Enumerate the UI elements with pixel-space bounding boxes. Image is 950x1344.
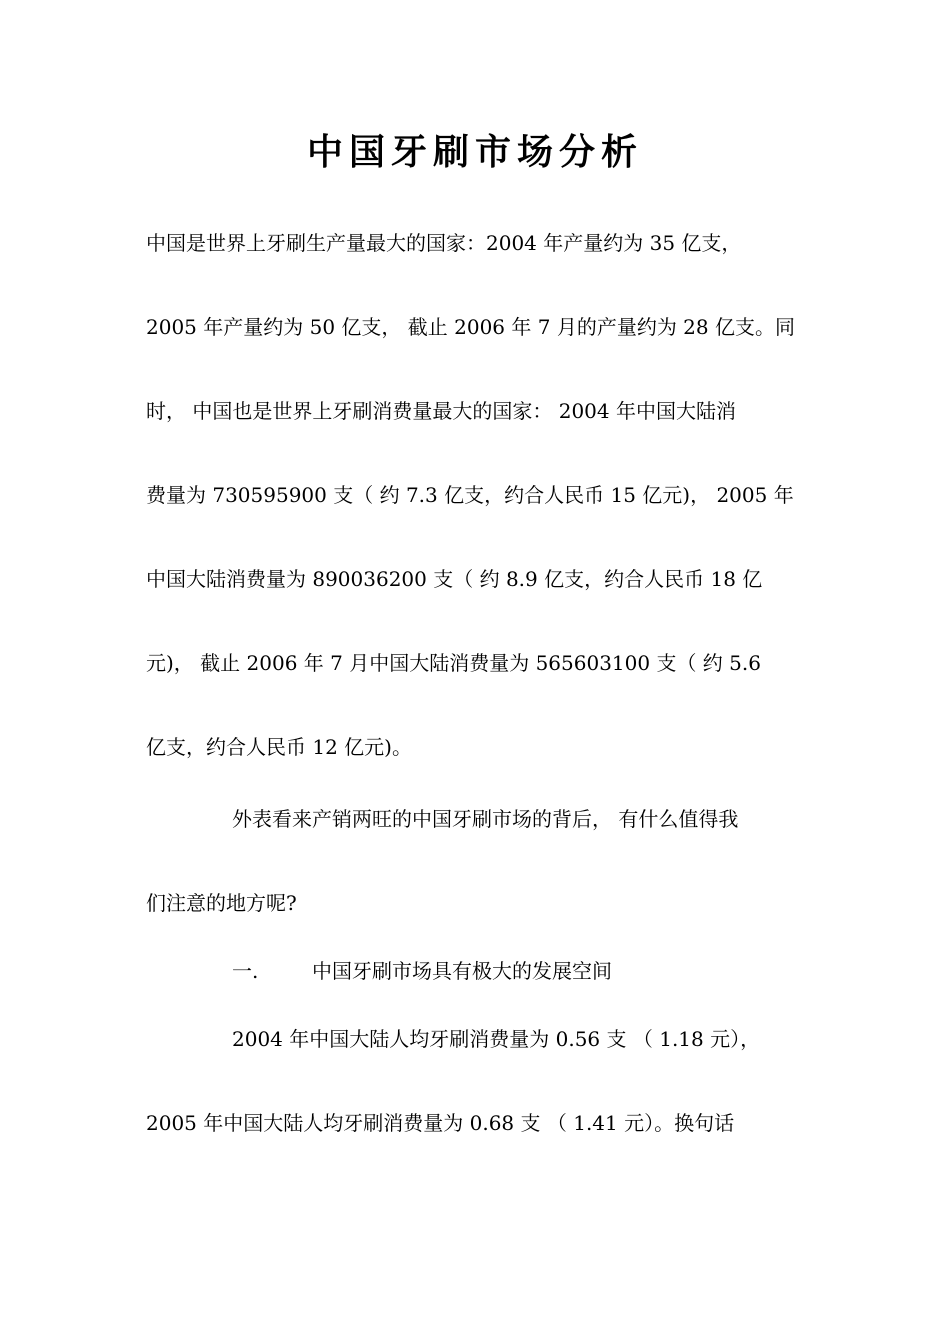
section-heading bbox=[232, 956, 826, 986]
paragraph-line: 2005 年中国大陆人均牙刷消费量为 0.68 支 （ 1.41 元）。换句话 bbox=[146, 1111, 735, 1135]
paragraph-line: 元)， 截止 2006 年 7 月中国大陆消费量为 565603100 支（ 约 5.6 bbox=[146, 651, 761, 675]
paragraph-line: 2005 年产量约为 50 亿支， 截止 2006 年 7 月的产量约为 28 亿支。同 bbox=[146, 315, 795, 339]
paragraph-line: 中国大陆消费量为 890036200 支（ 约 8.9 亿支，约合人民币 18 亿 bbox=[146, 567, 763, 591]
section-number: 一. bbox=[232, 959, 259, 983]
paragraph-line: 中国是世界上牙刷生产量最大的国家：2004 年产量约为 35 亿支， bbox=[146, 231, 742, 255]
paragraph-line: 们注意的地方呢? bbox=[146, 891, 297, 915]
paragraph-line: 费量为 730595900 支（ 约 7.3 亿支，约合人民币 15 亿元)， 2005 年 bbox=[146, 483, 794, 507]
section-heading-text: 中国牙刷市场具有极大的发展空间 bbox=[312, 959, 612, 983]
page-title: 中国牙刷市场分析 bbox=[306, 131, 643, 173]
paragraph-line: 亿支，约合人民币 12 亿元)。 bbox=[146, 735, 412, 759]
paragraph-line: 外表看来产销两旺的中国牙刷市场的背后， 有什么值得我 bbox=[232, 807, 739, 831]
paragraph-line: 2004 年中国大陆人均牙刷消费量为 0.56 支 （ 1.18 元）， bbox=[232, 1027, 761, 1051]
paragraph-line: 时， 中国也是世界上牙刷消费量最大的国家： 2004 年中国大陆消 bbox=[146, 399, 736, 423]
